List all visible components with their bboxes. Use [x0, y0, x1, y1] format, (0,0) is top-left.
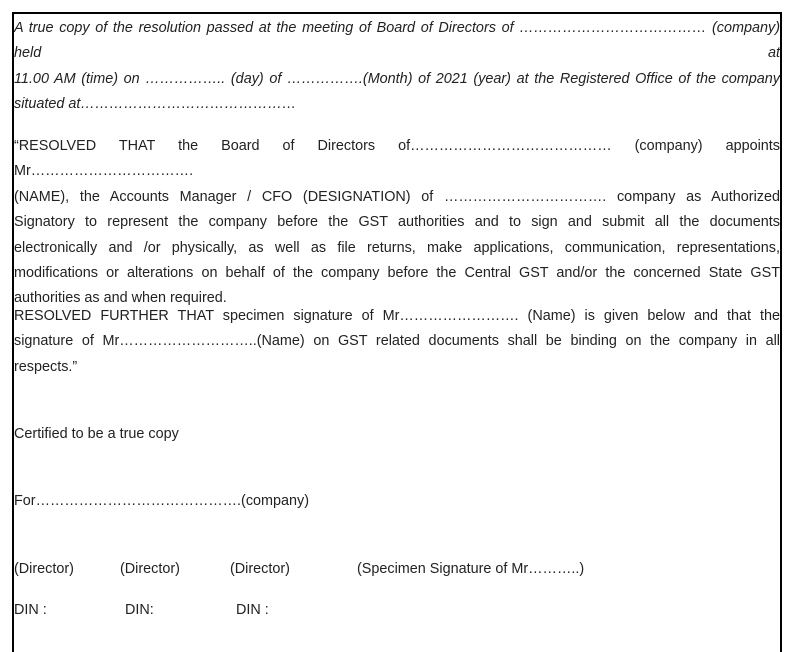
resolved-further-paragraph	[14, 304, 780, 380]
resolved-further-line: RESOLVED FURTHER THAT specimen signature of Mr……………………. (Name) is given below and that the	[14, 308, 780, 324]
director-3-din: DIN :	[236, 602, 269, 618]
director-3-label: (Director)	[230, 561, 290, 577]
director-2-label: (Director)	[120, 561, 180, 577]
resolved-line: modifications or alterations on behalf of the company before the Central GST and/or the concerned State GST	[14, 265, 780, 282]
resolved-paragraph	[14, 134, 780, 312]
resolved-line: electronically and /or physically, as well as file returns, make applications, communication, representations,	[14, 239, 780, 256]
resolved-line: “RESOLVED THAT the Board of Directors of…………………………………… (company) appoints Mr…………………………….	[14, 138, 780, 180]
for-company-line: For…………………………………….(company)	[14, 493, 310, 509]
specimen-signature-label: (Specimen Signature of Mr………..)	[357, 561, 585, 577]
director-1-din: DIN :	[14, 602, 47, 618]
resolved-line: authorities as and when required.	[14, 290, 227, 307]
resolved-line: (NAME), the Accounts Manager / CFO (DESIGNATION) of ……………………………. company as Authorized	[14, 188, 780, 205]
resolved-further-line: respects.”	[14, 358, 78, 375]
resolved-line: Signatory to represent the company before the GST authorities and to sign and submit all the documents	[14, 214, 780, 231]
director-2-din: DIN:	[125, 602, 154, 618]
intro-paragraph	[14, 16, 780, 118]
director-1-label: (Director)	[14, 561, 74, 577]
intro-line: situated at………………………………………	[14, 96, 297, 113]
certified-line: Certified to be a true copy	[14, 426, 179, 442]
intro-line: A true copy of the resolution passed at the meeting of Board of Directors of ………………………………… (company) held at	[14, 20, 780, 62]
intro-line: 11.00 AM (time) on …………….. (day) of …………….(Month) of 2021 (year) at the Registered Office of the company	[14, 70, 780, 87]
resolved-further-line: signature of Mr………………………..(Name) on GST related documents shall be binding on the company in all	[14, 333, 780, 350]
